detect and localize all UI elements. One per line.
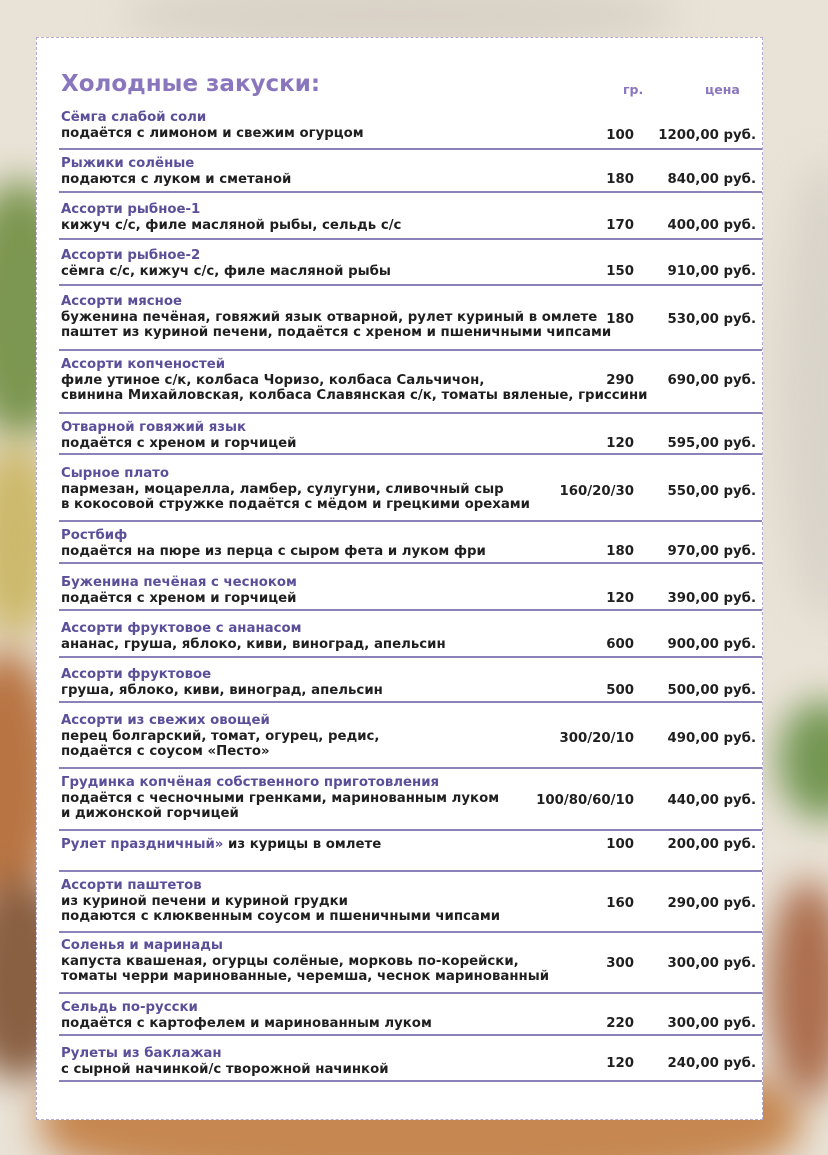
menu-item-weight: 160 [606,896,634,911]
menu-item-description: подаётся с лимоном и свежим огурцом [61,126,364,141]
menu-item-row [59,1000,762,1036]
menu-item-price: 490,00 руб. [667,731,756,746]
menu-item-price: 440,00 руб. [667,793,756,808]
menu-item-description: подаётся с хреном и горчицей [61,591,297,606]
menu-title: Холодные закуски: [61,71,321,97]
menu-item-row [59,466,762,522]
menu-item-name: Ассорти фруктовое с ананасом [61,621,302,636]
menu-item-price: 200,00 руб. [667,837,756,852]
menu-item-description: ананас, груша, яблоко, киви, виноград, апельсин [61,637,446,652]
menu-item-price: 400,00 руб. [667,218,756,233]
menu-item-description: филе утиное с/к, колбаса Чоризо, колбаса Сальчичон, [61,373,485,388]
menu-item-description: подаётся с чесночными гренками, маринованным луком [61,791,500,806]
menu-item-price: 595,00 руб. [667,436,756,451]
menu-item-name: Рулеты из баклажан [61,1046,222,1061]
menu-item-description: свинина Михайловская, колбаса Славянская с/к, томаты вяленые, гриссини [61,388,648,403]
menu-item-row [59,294,762,351]
menu-item-price: 290,00 руб. [667,896,756,911]
menu-item-row [59,575,762,611]
menu-item-description: паштет из куриной печени, подаётся с хреном и пшеничными чипсами [61,325,612,340]
menu-item-price: 690,00 руб. [667,373,756,388]
menu-item-weight: 120 [606,591,634,606]
menu-item-description: подаётся на пюре из перца с сыром фета и луком фри [61,544,486,559]
menu-item-row [59,1046,762,1082]
menu-item-row [59,420,762,455]
menu-item-price: 1200,00 руб. [658,128,756,143]
menu-item-description: подаётся с картофелем и маринованным луком [61,1016,432,1031]
menu-item-description: груша, яблоко, киви, виноград, апельсин [61,683,383,698]
menu-item-description: буженина печёная, говяжий язык отварной, рулет куриный в омлете [61,310,598,325]
menu-item-weight: 180 [606,312,634,327]
menu-item-description: кижуч с/с, филе масляной рыбы, сельдь с/с [61,218,402,233]
menu-item-name: Сельдь по-русски [61,1000,198,1015]
menu-item-row [59,528,762,564]
menu-item-name: Рулет праздничный» из курицы в омлете [61,837,382,852]
menu-item-description: подаётся с соусом «Песто» [61,744,270,759]
menu-item-description: в кокосовой стружке подаётся с мёдом и грецкими орехами [61,497,530,512]
menu-item-weight: 120 [606,436,634,451]
menu-item-description: из куриной печени и куриной грудки [61,894,348,909]
menu-item-price: 300,00 руб. [667,1016,756,1031]
menu-item-weight: 100/80/60/10 [536,793,634,808]
menu-item-name: Сёмга слабой соли [61,110,207,125]
menu-item-description: и дижонской горчицей [61,806,239,821]
menu-item-name: Ассорти рыбное-1 [61,202,201,217]
menu-item-weight: 180 [606,172,634,187]
menu-item-row [59,357,762,414]
menu-item-row [59,837,762,872]
menu-item-name: Буженина печёная с чесноком [61,575,297,590]
menu-item-row [59,713,762,769]
menu-item-description: перец болгарский, томат, огурец, редис, [61,729,380,744]
menu-item-weight: 150 [606,264,634,279]
menu-item-row [59,621,762,658]
menu-item-weight: 300/20/10 [559,731,634,746]
menu-item-name-tail: из курицы в омлете [223,837,382,852]
menu-item-row [59,110,762,150]
menu-item-row [59,202,762,240]
menu-item-name: Ассорти рыбное-2 [61,248,201,263]
menu-item-price: 500,00 руб. [667,683,756,698]
menu-item-name: Ассорти мясное [61,294,182,309]
menu-item-price: 390,00 руб. [667,591,756,606]
menu-item-price: 910,00 руб. [667,264,756,279]
menu-item-description: подаются с луком и сметаной [61,172,292,187]
menu-item-weight: 170 [606,218,634,233]
menu-item-name: Ассорти фруктовое [61,667,212,682]
menu-item-name: Грудинка копчёная собственного приготовления [61,775,440,790]
menu-item-name: Ассорти из свежих овощей [61,713,270,728]
menu-item-description: томаты черри маринованные, черемша, чеснок маринованный [61,969,550,984]
menu-item-weight: 180 [606,544,634,559]
menu-item-description: подаётся с хреном и горчицей [61,436,297,451]
menu-item-price: 240,00 руб. [667,1056,756,1071]
menu-item-price: 970,00 руб. [667,544,756,559]
menu-item-price: 900,00 руб. [667,637,756,652]
menu-item-weight: 160/20/30 [559,484,634,499]
menu-item-row [59,667,762,703]
menu-item-weight: 220 [606,1016,634,1031]
menu-item-weight: 300 [606,956,634,971]
menu-item-weight: 600 [606,637,634,652]
menu-item-weight: 100 [606,128,634,143]
menu-item-row [59,248,762,286]
menu-item-row [59,775,762,831]
price-column-header: цена [705,82,740,97]
menu-item-name: Рыжики солёные [61,156,195,171]
menu-item-name: Отварной говяжий язык [61,420,247,435]
menu-item-name: Сырное плато [61,466,170,481]
menu-item-name: Ассорти копченостей [61,357,226,372]
menu-item-row [59,938,762,994]
weight-column-header: гр. [623,82,644,97]
menu-item-price: 840,00 руб. [667,172,756,187]
menu-item-description: подаются с клюквенным соусом и пшеничными чипсами [61,909,501,924]
menu-item-row [59,156,762,193]
menu-item-description: капуста квашеная, огурцы солёные, морковь по-корейски, [61,954,519,969]
menu-item-description: пармезан, моцарелла, ламбер, сулугуни, сливочный сыр [61,482,504,497]
menu-item-description: с сырной начинкой/с творожной начинкой [61,1062,389,1077]
menu-sheet [36,37,763,1120]
menu-item-price: 300,00 руб. [667,956,756,971]
menu-item-name: Ростбиф [61,528,128,543]
menu-item-price: 530,00 руб. [667,312,756,327]
menu-item-row [59,878,762,933]
menu-item-weight: 290 [606,373,634,388]
menu-item-name: Соленья и маринады [61,938,223,953]
menu-item-weight: 100 [606,837,634,852]
menu-item-price: 550,00 руб. [667,484,756,499]
menu-item-name: Ассорти паштетов [61,878,202,893]
menu-item-description: сёмга с/с, кижуч с/с, филе масляной рыбы [61,264,391,279]
menu-item-weight: 500 [606,683,634,698]
menu-item-weight: 120 [606,1056,634,1071]
